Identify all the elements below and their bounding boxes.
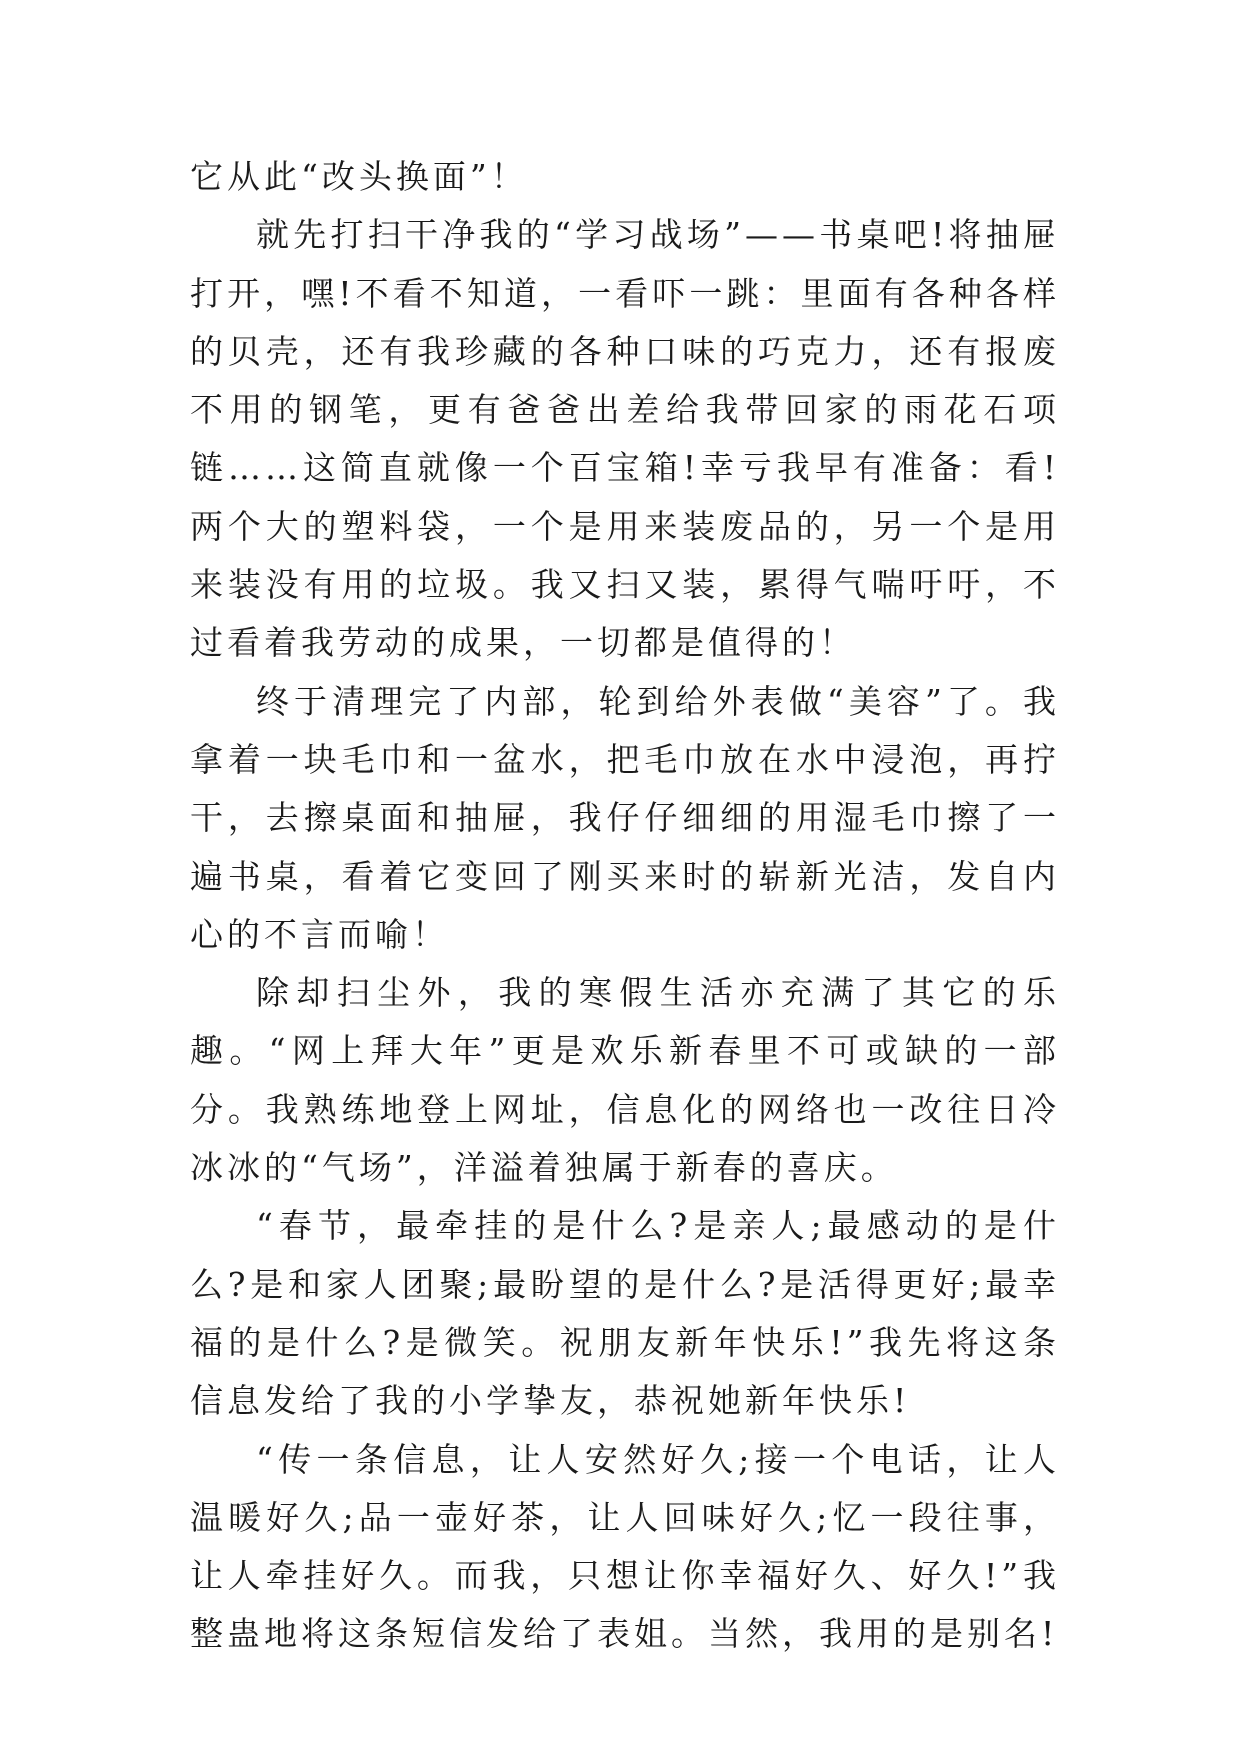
paragraph-online-greetings: 除却扫尘外，我的寒假生活亦充满了其它的乐趣。“网上拜大年”更是欢乐新春里不可或缺的一部分。我熟练地登上网址，信息化的网络也一改往日冷冰冰的“气场”，洋溢着独属于新春的喜庆。 xyxy=(190,973,1060,1188)
paragraph-message-friend: “春节，最牵挂的是什么?是亲人;最感动的是什么?是和家人团聚;最盼望的是什么?是活得更好;最幸福的是什么?是微笑。祝朋友新年快乐!”我先将这条信息发给了我的小学挚友，恭祝她新年快乐! xyxy=(190,1206,1060,1421)
paragraph-continuation: 它从此“改头换面”！ xyxy=(190,157,528,196)
paragraph-cleaning-surface: 终于清理完了内部，轮到给外表做“美容”了。我拿着一块毛巾和一盆水，把毛巾放在水中浸泡，再拧干，去擦桌面和抽屉，我仔仔细细的用湿毛巾擦了一遍书桌，看着它变回了刚买来时的崭新光洁，发自内心的不言而喻！ xyxy=(190,681,1060,954)
document-body xyxy=(190,148,1060,1664)
paragraph-message-cousin: “传一条信息，让人安然好久;接一个电话，让人温暖好久;品一壶好茶，让人回味好久;忆一段往事，让人牵挂好久。而我，只想让你幸福好久、好久!”我整蛊地将这条短信发给了表姐。当然，我用的是别名! xyxy=(190,1439,1060,1654)
paragraph-cleaning-desk: 就先打扫干净我的“学习战场”——书桌吧!将抽屉打开，嘿!不看不知道，一看吓一跳：里面有各种各样的贝壳，还有我珍藏的各种口味的巧克力，还有报废不用的钢笔，更有爸爸出差给我带回家的雨花石项链……这简直就像一个百宝箱!幸亏我早有准备：看!两个大的塑料袋，一个是用来装废品的，另一个是用来装没有用的垃圾。我又扫又装，累得气喘吁吁，不过看着我劳动的成果，一切都是值得的！ xyxy=(190,215,1060,663)
